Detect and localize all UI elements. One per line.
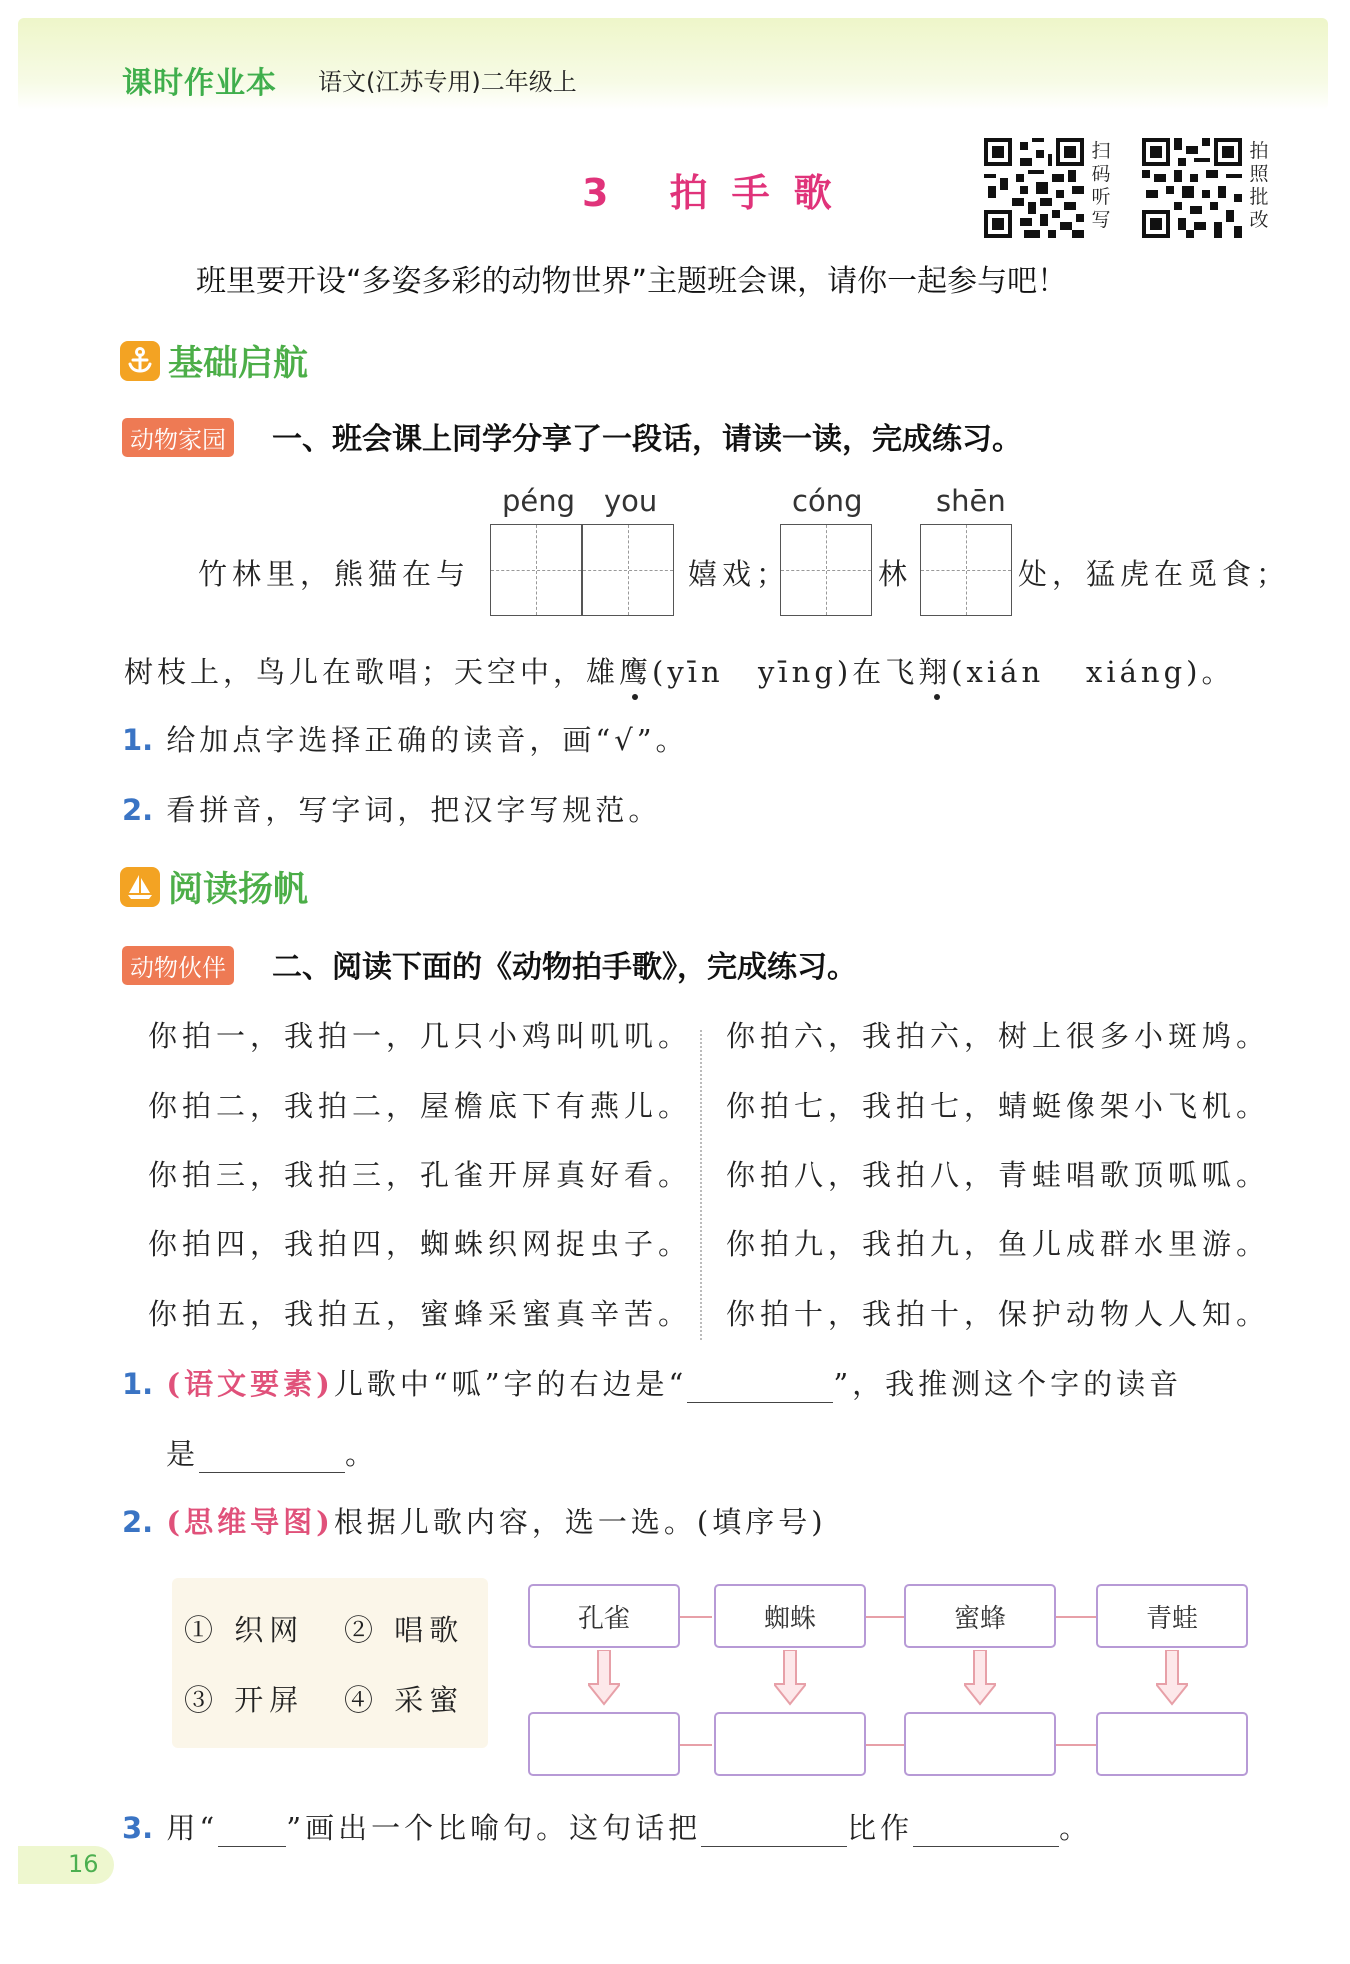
tag-animal-partner: 动物伙伴 [122,946,234,985]
section-reading-title: 阅读扬帆 [168,870,309,910]
correct-qr-code-icon[interactable] [1142,138,1242,238]
question-two-title: 二、阅读下面的《动物拍手歌》，完成练习。 [272,950,857,985]
correct-qr-label: 拍 照 批 改 [1249,140,1269,231]
poem-line: 你拍六，我拍六，树上很多小斑鸠。 [726,1019,1271,1053]
map-answer-box[interactable] [904,1712,1056,1776]
down-arrow-icon [774,1650,806,1706]
writing-grid-box[interactable] [780,524,872,616]
poem-line: 你拍九，我拍九，鱼儿成群水里游。 [726,1227,1271,1261]
listen-qr-code-icon[interactable] [984,138,1084,238]
poem-divider [700,1030,702,1340]
down-arrow-icon [588,1650,620,1706]
section-basic-title: 基础启航 [168,344,309,384]
pinyin-you: you [604,484,658,518]
poem-line: 你拍四，我拍四，蜘蛛织网捉虫子。 [148,1227,693,1261]
map-connector [680,1616,712,1618]
writing-grid-box[interactable] [490,524,582,616]
question-one-title: 一、班会课上同学分享了一段话，请读一读，完成练习。 [272,422,1022,457]
option-item: ④ 采蜜 [344,1683,465,1717]
passage-line2-part3: xiáng)。 [1086,655,1235,689]
section-basic-heading [120,336,308,386]
question-2-2: 2. (思维导图)根据儿歌内容，选一选。(填序号) [122,1505,827,1539]
passage-line1-part1: 竹林里，熊猫在与 [198,557,471,591]
passage-line1-part4: 处，猛虎在觅食； [1018,557,1291,591]
section-reading-heading [120,862,308,912]
map-answer-box[interactable] [528,1712,680,1776]
passage-line1-part3: 林 [878,557,913,591]
poem-line: 你拍二，我拍二，屋檐底下有燕儿。 [148,1089,693,1123]
page-number: 16 [68,1850,99,1878]
passage-line2-part1: 树枝上，鸟儿在歌唱；天空中，雄鹰(yīn [124,655,724,689]
poem-line: 你拍八，我拍八，青蛙唱歌顶呱呱。 [726,1158,1271,1192]
anchor-icon [120,341,160,381]
option-item: ③ 开屏 [184,1683,305,1717]
map-connector [1056,1616,1096,1618]
map-connector [680,1744,712,1746]
map-connector [1056,1744,1096,1746]
option-item: ② 唱歌 [344,1613,465,1647]
question-2-3: 3. 用“ ”画出一个比喻句。这句话把 比作 。 [122,1811,1093,1845]
down-arrow-icon [964,1650,996,1706]
map-animal-spider: 蜘蛛 [714,1584,866,1648]
poem-line: 你拍七，我拍七，蜻蜓像架小飞机。 [726,1089,1271,1123]
brand-title: 课时作业本 [122,66,277,101]
page-number-tab [18,1846,114,1884]
emphasis-dot [934,694,940,700]
pinyin-shen: shēn [936,484,1006,518]
question-2-1-cont: 是 。 [166,1437,379,1471]
writing-grid-box[interactable] [582,524,674,616]
intro-text: 班里要开设“多姿多彩的动物世界”主题班会课，请你一起参与吧！ [196,264,1068,299]
poem-line: 你拍三，我拍三，孔雀开屏真好看。 [148,1158,693,1192]
map-answer-box[interactable] [714,1712,866,1776]
answer-blank[interactable] [199,1442,345,1473]
map-animal-bee: 蜜蜂 [904,1584,1056,1648]
options-panel [172,1578,488,1748]
passage-line2-part2: yīng)在飞翔(xián [758,655,1045,689]
question-1-2: 2. 看拼音，写字词，把汉字写规范。 [122,793,662,827]
poem-line: 你拍五，我拍五，蜜蜂采蜜真辛苦。 [148,1297,693,1331]
book-subtitle: 语文(江苏专用)二年级上 [318,68,577,96]
tag-animal-home: 动物家园 [122,418,234,457]
emphasis-dot [632,694,638,700]
pinyin-cong: cóng [792,484,863,518]
answer-blank[interactable] [913,1816,1059,1847]
sailboat-icon [120,867,160,907]
writing-grid-box[interactable] [920,524,1012,616]
poem-line: 你拍十，我拍十，保护动物人人知。 [726,1297,1271,1331]
down-arrow-icon [1156,1650,1188,1706]
map-connector [864,1744,904,1746]
question-2-1: 1. (语文要素)儿歌中“呱”字的右边是“ ”，我推测这个字的读音 [122,1367,1183,1401]
pinyin-peng: péng [502,484,576,518]
poem-line: 你拍一，我拍一，几只小鸡叫叽叽。 [148,1019,693,1053]
map-answer-box[interactable] [1096,1712,1248,1776]
map-connector [864,1616,904,1618]
lesson-title: 3 拍手歌 [582,171,856,215]
answer-blank[interactable] [218,1816,286,1847]
listen-qr-label: 扫 码 听 写 [1091,140,1111,231]
passage-line1-part2: 嬉戏； [688,557,791,591]
answer-blank[interactable] [701,1816,847,1847]
answer-blank[interactable] [687,1372,833,1403]
map-animal-peacock: 孔雀 [528,1584,680,1648]
question-1-1: 1. 给加点字选择正确的读音，画“√”。 [122,723,689,757]
option-item: ① 织网 [184,1613,305,1647]
map-animal-frog: 青蛙 [1096,1584,1248,1648]
